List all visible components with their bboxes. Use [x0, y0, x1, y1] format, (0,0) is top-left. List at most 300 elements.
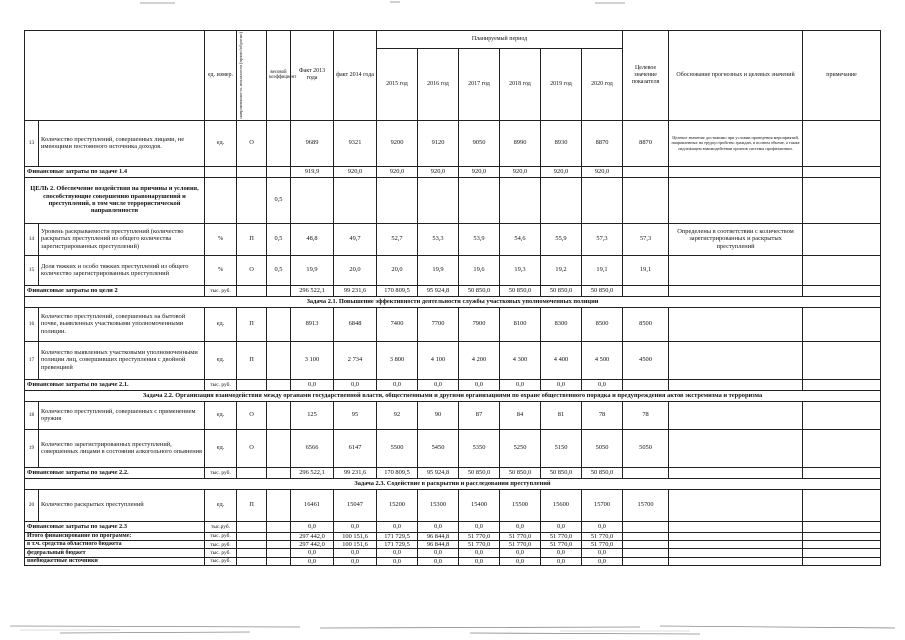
plan-year-cell: 50 850,0 [582, 285, 623, 296]
plan-year-cell: 51 770,0 [459, 540, 500, 548]
fact-2014-cell: 100 151,6 [334, 532, 377, 540]
financing-label: Финансовые затраты по цели 2 [25, 285, 205, 296]
indicator-row [25, 341, 881, 379]
header-unit: ед. измер. [205, 31, 237, 121]
plan-year-cell: 0,0 [582, 549, 623, 557]
row-number: 17 [25, 341, 39, 379]
justification-cell [669, 401, 803, 429]
weight-cell [267, 429, 291, 467]
plan-year-cell: 0,0 [541, 549, 582, 557]
fact-2014-cell: 2 734 [334, 341, 377, 379]
plan-year-cell: 170 809,5 [377, 467, 418, 478]
indicators-table [24, 30, 881, 566]
direction-cell: О [237, 401, 267, 429]
empty-cell [623, 177, 669, 223]
fact-2013-cell: 125 [291, 401, 334, 429]
plan-year-cell: 96 844,8 [418, 540, 459, 548]
plan-year-cell: 170 809,5 [377, 285, 418, 296]
plan-year-cell: 9200 [377, 120, 418, 166]
plan-year-cell: 7700 [418, 307, 459, 341]
plan-year-cell: 15400 [459, 489, 500, 521]
plan-year-cell: 0,0 [377, 549, 418, 557]
plan-year-cell: 19,6 [459, 255, 500, 285]
direction-cell [237, 379, 267, 390]
plan-year-cell: 171 729,5 [377, 540, 418, 548]
plan-year-cell: 95 924,8 [418, 467, 459, 478]
empty-cell [803, 177, 881, 223]
fact-2013-cell: 0,0 [291, 379, 334, 390]
direction-cell [237, 532, 267, 540]
plan-year-cell: 15300 [418, 489, 459, 521]
justification-cell [669, 549, 803, 557]
total-row [25, 557, 881, 565]
indicator-row [25, 489, 881, 521]
header-fact-2014: факт 2014 года [334, 31, 377, 121]
plan-year-cell: 0,0 [500, 549, 541, 557]
weight-cell [267, 379, 291, 390]
weight-cell [267, 285, 291, 296]
remarks-cell [803, 120, 881, 166]
fact-2013-cell: 8913 [291, 307, 334, 341]
plan-year-cell: 171 729,5 [377, 532, 418, 540]
target-cell: 8870 [623, 120, 669, 166]
plan-year-cell: 50 850,0 [541, 467, 582, 478]
plan-year-cell: 7900 [459, 307, 500, 341]
plan-year-cell: 50 850,0 [459, 285, 500, 296]
plan-year-cell: 0,0 [459, 557, 500, 565]
plan-year-cell: 50 850,0 [459, 467, 500, 478]
fact-2014-cell: 99 231,6 [334, 467, 377, 478]
header-row-top [25, 31, 881, 49]
remarks-cell [803, 429, 881, 467]
plan-year-cell: 920,0 [418, 166, 459, 177]
direction-cell [237, 285, 267, 296]
header-justification: Обоснование прогнозных и целевых значений [669, 31, 803, 121]
header-year-3: 2018 год [500, 48, 541, 120]
header-weight: весовой коэффициент [267, 31, 291, 121]
unit-cell: ед. [205, 429, 237, 467]
remarks-cell [803, 307, 881, 341]
indicator-name: Уровень раскрываемости преступлений (количество раскрытых преступлений из общего количества зарегистрированных преступлений) [39, 223, 205, 255]
plan-year-cell: 53,3 [418, 223, 459, 255]
plan-year-cell: 0,0 [541, 521, 582, 532]
empty-cell [582, 177, 623, 223]
target-cell: 5050 [623, 429, 669, 467]
target-cell [623, 549, 669, 557]
plan-year-cell: 53,9 [459, 223, 500, 255]
table-body [25, 120, 881, 565]
remarks-cell [803, 540, 881, 548]
task-title: Задача 2.3. Содействие в раскрытии и расследовании преступлений [25, 478, 881, 489]
plan-year-cell: 50 850,0 [500, 467, 541, 478]
remarks-cell [803, 521, 881, 532]
fact-2014-cell: 9321 [334, 120, 377, 166]
row-number: 14 [25, 223, 39, 255]
plan-year-cell: 0,0 [582, 521, 623, 532]
weight-cell [267, 341, 291, 379]
plan-year-cell: 8870 [582, 120, 623, 166]
target-cell [623, 379, 669, 390]
fact-2013-cell: 0,0 [291, 557, 334, 565]
plan-year-cell: 920,0 [377, 166, 418, 177]
direction-cell [237, 467, 267, 478]
unit-cell: % [205, 255, 237, 285]
unit-cell [205, 166, 237, 177]
remarks-cell [803, 467, 881, 478]
row-number: 13 [25, 120, 39, 166]
justification-cell [669, 532, 803, 540]
weight-cell [267, 489, 291, 521]
plan-year-cell: 920,0 [582, 166, 623, 177]
justification-cell [669, 429, 803, 467]
justification-cell [669, 166, 803, 177]
fact-2013-cell: 297 442,0 [291, 540, 334, 548]
justification-cell [669, 307, 803, 341]
fact-2014-cell: 99 231,6 [334, 285, 377, 296]
weight-cell [267, 467, 291, 478]
weight-cell [267, 307, 291, 341]
header-remarks: примечание [803, 31, 881, 121]
weight-cell [267, 549, 291, 557]
direction-cell: П [237, 489, 267, 521]
fact-2014-cell: 100 151,6 [334, 540, 377, 548]
plan-year-cell: 95 924,8 [418, 285, 459, 296]
financing-row [25, 285, 881, 296]
plan-year-cell: 51 770,0 [582, 532, 623, 540]
direction-cell [237, 549, 267, 557]
indicator-name: Количество зарегистрированных преступлений, совершенных лицами в состоянии алкогольного опьянения [39, 429, 205, 467]
plan-year-cell: 8500 [582, 307, 623, 341]
fact-2014-cell: 920,0 [334, 166, 377, 177]
unit-cell: ед. [205, 489, 237, 521]
plan-year-cell: 87 [459, 401, 500, 429]
weight-cell [267, 120, 291, 166]
empty-cell [459, 177, 500, 223]
header-year-4: 2019 год [541, 48, 582, 120]
row-number: 15 [25, 255, 39, 285]
direction-cell [237, 177, 267, 223]
weight-cell [267, 532, 291, 540]
direction-cell: П [237, 223, 267, 255]
plan-year-cell: 81 [541, 401, 582, 429]
justification-cell [669, 540, 803, 548]
justification-cell [669, 521, 803, 532]
unit-cell: тыс. руб. [205, 285, 237, 296]
weight-cell: 0,5 [267, 223, 291, 255]
header-fact-2013: Факт 2013 года [291, 31, 334, 121]
plan-year-cell: 5450 [418, 429, 459, 467]
indicator-row [25, 401, 881, 429]
indicator-row [25, 307, 881, 341]
unit-cell: тыс.руб. [205, 521, 237, 532]
plan-year-cell: 0,0 [500, 557, 541, 565]
remarks-cell [803, 401, 881, 429]
justification-cell [669, 379, 803, 390]
empty-cell [418, 177, 459, 223]
unit-cell: ед. [205, 341, 237, 379]
plan-year-cell: 4 200 [459, 341, 500, 379]
fact-2014-cell: 49,7 [334, 223, 377, 255]
weight-cell [267, 401, 291, 429]
remarks-cell [803, 223, 881, 255]
plan-year-cell: 0,0 [377, 557, 418, 565]
plan-year-cell: 84 [500, 401, 541, 429]
financing-label: Финансовые затраты по задаче 1.4 [25, 166, 205, 177]
target-cell: 78 [623, 401, 669, 429]
plan-year-cell: 0,0 [418, 521, 459, 532]
plan-year-cell: 920,0 [541, 166, 582, 177]
indicator-row [25, 255, 881, 285]
plan-year-cell: 0,0 [541, 379, 582, 390]
plan-year-cell: 5350 [459, 429, 500, 467]
plan-year-cell: 51 770,0 [459, 532, 500, 540]
plan-year-cell: 0,0 [418, 379, 459, 390]
plan-year-cell: 0,0 [377, 521, 418, 532]
indicator-name: Количество преступлений, совершенных с применением оружия [39, 401, 205, 429]
header-year-2: 2017 год [459, 48, 500, 120]
header-year-5: 2020 год [582, 48, 623, 120]
target-cell: 15700 [623, 489, 669, 521]
plan-year-cell: 0,0 [418, 557, 459, 565]
weight-cell [267, 521, 291, 532]
target-cell [623, 467, 669, 478]
financing-label: Финансовые затраты по задаче 2.2. [25, 467, 205, 478]
unit-cell: % [205, 223, 237, 255]
justification-cell: Целевое значение достижимо при условии проведения мероприятий, направленных на трудоустройство граждан, в полном объеме, а также надлежащем взаимодействии органов системы профилактики. [669, 120, 803, 166]
plan-year-cell: 20,0 [377, 255, 418, 285]
target-cell [623, 166, 669, 177]
row-number: 19 [25, 429, 39, 467]
justification-cell [669, 285, 803, 296]
total-row [25, 549, 881, 557]
total-row [25, 532, 881, 540]
remarks-cell [803, 379, 881, 390]
remarks-cell [803, 166, 881, 177]
plan-year-cell: 8100 [500, 307, 541, 341]
header-direction: направленность показателя (прямо/обратно) [238, 32, 243, 119]
direction-cell: О [237, 120, 267, 166]
remarks-cell [803, 489, 881, 521]
plan-year-cell: 5500 [377, 429, 418, 467]
plan-year-cell: 920,0 [500, 166, 541, 177]
header-target: Целевое значение показателя [623, 31, 669, 121]
plan-year-cell: 0,0 [459, 379, 500, 390]
goal-row [25, 177, 881, 223]
unit-cell: тыс. руб. [205, 467, 237, 478]
plan-year-cell: 51 770,0 [541, 532, 582, 540]
fact-2013-cell: 296 522,1 [291, 467, 334, 478]
target-cell [623, 540, 669, 548]
plan-year-cell: 4 400 [541, 341, 582, 379]
justification-cell [669, 341, 803, 379]
plan-year-cell: 3 800 [377, 341, 418, 379]
plan-year-cell: 57,3 [582, 223, 623, 255]
fact-2014-cell: 0,0 [334, 557, 377, 565]
plan-year-cell: 51 770,0 [541, 540, 582, 548]
target-cell: 8500 [623, 307, 669, 341]
plan-year-cell: 0,0 [459, 521, 500, 532]
unit-cell [205, 177, 237, 223]
direction-cell [237, 540, 267, 548]
empty-cell [541, 177, 582, 223]
direction-cell: О [237, 429, 267, 467]
financing-row [25, 521, 881, 532]
target-cell [623, 557, 669, 565]
fact-2013-cell: 16461 [291, 489, 334, 521]
justification-cell [669, 467, 803, 478]
plan-year-cell: 51 770,0 [582, 540, 623, 548]
program-indicators-page [24, 30, 880, 566]
direction-cell [237, 166, 267, 177]
unit-cell: ед. [205, 307, 237, 341]
header-year-0: 2015 год [377, 48, 418, 120]
weight-cell [267, 540, 291, 548]
row-number: 18 [25, 401, 39, 429]
task-title: Задача 2.2. Организация взаимодействия между органами государственной власти, общественными и другими организациями по охране общественного порядка и предупреждения актов экстремизма и терроризма [25, 390, 881, 401]
plan-year-cell: 0,0 [500, 379, 541, 390]
plan-year-cell: 4 500 [582, 341, 623, 379]
direction-cell: П [237, 307, 267, 341]
plan-year-cell: 19,2 [541, 255, 582, 285]
plan-year-cell: 8990 [500, 120, 541, 166]
fact-2013-cell: 48,8 [291, 223, 334, 255]
financing-label: внебюджетные источники [25, 557, 205, 565]
goal-title: ЦЕЛЬ 2. Обеспечение воздействия на причины и условия, способствующие совершению правонарушений и преступлений, в том числе террористической направленности [25, 177, 205, 223]
indicator-name: Доля тяжких и особо тяжких преступлений из общего количество зарегистрированных преступлений [39, 255, 205, 285]
financing-row [25, 467, 881, 478]
plan-year-cell: 19,9 [418, 255, 459, 285]
unit-cell: тыс. руб. [205, 540, 237, 548]
plan-year-cell: 50 850,0 [582, 467, 623, 478]
plan-year-cell: 19,1 [582, 255, 623, 285]
fact-2014-cell: 0,0 [334, 549, 377, 557]
weight-cell: 0,5 [267, 177, 291, 223]
remarks-cell [803, 532, 881, 540]
direction-cell: О [237, 255, 267, 285]
direction-cell [237, 557, 267, 565]
direction-cell: П [237, 341, 267, 379]
total-row [25, 540, 881, 548]
weight-cell: 0,5 [267, 255, 291, 285]
plan-year-cell: 9050 [459, 120, 500, 166]
target-cell: 4500 [623, 341, 669, 379]
fact-2013-cell: 297 442,0 [291, 532, 334, 540]
justification-cell [669, 557, 803, 565]
justification-cell: Определены в соответствии с количеством зарегистрированных и раскрытых преступлений [669, 223, 803, 255]
plan-year-cell: 55,9 [541, 223, 582, 255]
fact-2013-cell: 0,0 [291, 521, 334, 532]
unit-cell: тыс. руб. [205, 549, 237, 557]
plan-year-cell: 0,0 [377, 379, 418, 390]
plan-year-cell: 8930 [541, 120, 582, 166]
plan-year-cell: 51 770,0 [500, 532, 541, 540]
empty-cell [500, 177, 541, 223]
indicator-row [25, 429, 881, 467]
plan-year-cell: 96 844,8 [418, 532, 459, 540]
fact-2013-cell: 296 522,1 [291, 285, 334, 296]
header-planned-period: Планируемый период [377, 31, 623, 49]
remarks-cell [803, 549, 881, 557]
empty-cell [377, 177, 418, 223]
header-year-1: 2016 год [418, 48, 459, 120]
plan-year-cell: 9120 [418, 120, 459, 166]
plan-year-cell: 4 300 [500, 341, 541, 379]
plan-year-cell: 15600 [541, 489, 582, 521]
fact-2014-cell: 95 [334, 401, 377, 429]
indicator-row [25, 223, 881, 255]
plan-year-cell: 15500 [500, 489, 541, 521]
plan-year-cell: 50 850,0 [541, 285, 582, 296]
remarks-cell [803, 285, 881, 296]
plan-year-cell: 15200 [377, 489, 418, 521]
plan-year-cell: 5150 [541, 429, 582, 467]
unit-cell: тыс. руб. [205, 532, 237, 540]
justification-cell [669, 489, 803, 521]
plan-year-cell: 8300 [541, 307, 582, 341]
fact-2014-cell: 20,0 [334, 255, 377, 285]
direction-cell [237, 521, 267, 532]
plan-year-cell: 52,7 [377, 223, 418, 255]
fact-2014-cell: 6147 [334, 429, 377, 467]
plan-year-cell: 92 [377, 401, 418, 429]
task-title: Задача 2.1. Повышение эффективности деятельности службы участковых уполномоченных полиции [25, 296, 881, 307]
plan-year-cell: 0,0 [582, 379, 623, 390]
financing-label: Финансовые затраты по задаче 2.3 [25, 521, 205, 532]
financing-row [25, 166, 881, 177]
fact-2014-cell: 6848 [334, 307, 377, 341]
plan-year-cell: 78 [582, 401, 623, 429]
unit-cell: ед. [205, 120, 237, 166]
fact-2014-cell: 15047 [334, 489, 377, 521]
indicator-row [25, 120, 881, 166]
empty-cell [669, 177, 803, 223]
plan-year-cell: 7400 [377, 307, 418, 341]
plan-year-cell: 19,3 [500, 255, 541, 285]
plan-year-cell: 0,0 [459, 549, 500, 557]
empty-cell [291, 177, 334, 223]
plan-year-cell: 0,0 [418, 549, 459, 557]
plan-year-cell: 50 850,0 [500, 285, 541, 296]
weight-cell [267, 557, 291, 565]
target-cell: 19,1 [623, 255, 669, 285]
plan-year-cell: 54,6 [500, 223, 541, 255]
unit-cell: тыс. руб. [205, 557, 237, 565]
plan-year-cell: 90 [418, 401, 459, 429]
target-cell [623, 532, 669, 540]
indicator-name: Количество выявленных участковыми уполномоченными полиции лиц, совершивших преступления с двойной превенцией [39, 341, 205, 379]
financing-row [25, 379, 881, 390]
plan-year-cell: 0,0 [541, 557, 582, 565]
fact-2013-cell: 6566 [291, 429, 334, 467]
indicator-name: Количество преступлений, совершенных лицами, не имеющими постоянного источника доходов. [39, 120, 205, 166]
plan-year-cell: 5250 [500, 429, 541, 467]
remarks-cell [803, 255, 881, 285]
indicator-name: Количество преступлений, совершенных на бытовой почве, выявленных участковыми уполномоченными полиции. [39, 307, 205, 341]
header-direction-cell [237, 31, 267, 121]
row-number: 16 [25, 307, 39, 341]
unit-cell: тыс. руб. [205, 379, 237, 390]
financing-label: федеральный бюджет [25, 549, 205, 557]
fact-2013-cell: 3 100 [291, 341, 334, 379]
header-indicator [25, 31, 205, 121]
fact-2014-cell: 0,0 [334, 379, 377, 390]
fact-2013-cell: 0,0 [291, 549, 334, 557]
weight-cell [267, 166, 291, 177]
task-row [25, 478, 881, 489]
plan-year-cell: 15700 [582, 489, 623, 521]
target-cell [623, 285, 669, 296]
target-cell [623, 521, 669, 532]
